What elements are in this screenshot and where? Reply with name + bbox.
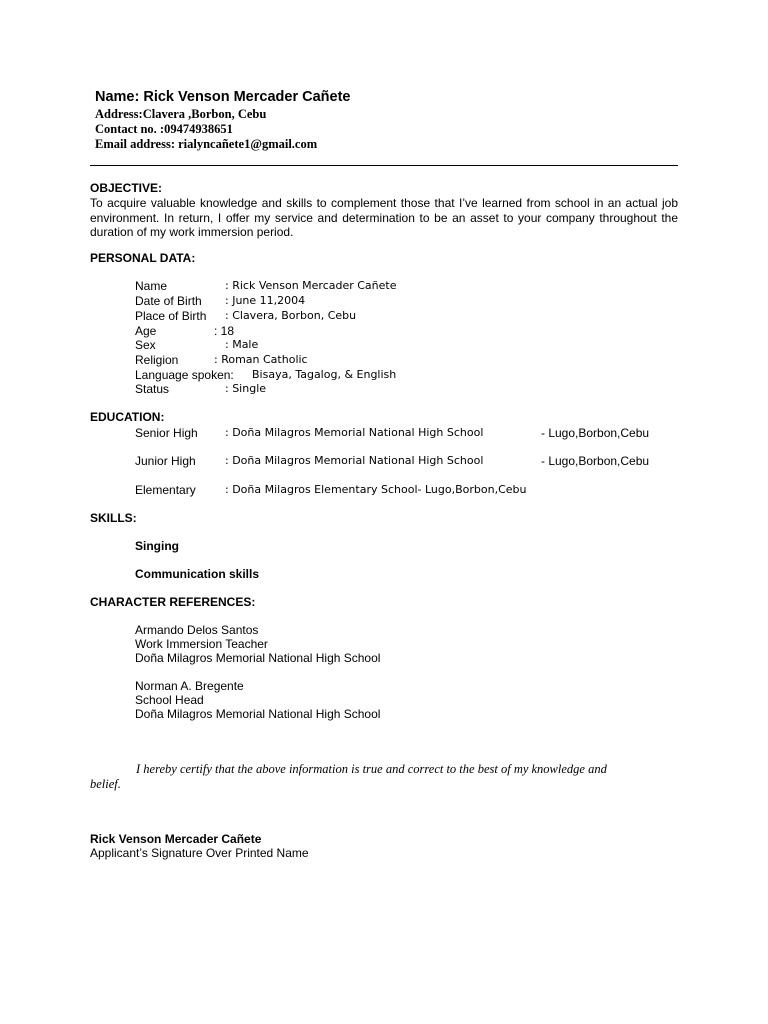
personal-value: Bisaya, Tagalog, & English	[252, 368, 397, 381]
personal-row-religion	[135, 353, 308, 367]
education-school: : Doña Milagros Elementary School- Lugo,Borbon,Cebu	[225, 483, 527, 496]
personal-row-sex	[135, 338, 259, 352]
education-school: : Doña Milagros Memorial National High School	[225, 454, 484, 467]
reference-role: Work Immersion Teacher	[135, 637, 268, 651]
education-place: - Lugo,Borbon,Cebu	[541, 454, 650, 468]
email-line: Email address: rialyncañete1@gmail.com	[95, 137, 318, 151]
personal-label: Language spoken:	[135, 368, 234, 382]
personal-value: : 18	[214, 324, 235, 338]
applicant-name-heading: Name: Rick Venson Mercader Cañete	[95, 89, 351, 105]
personal-label: Date of Birth	[135, 294, 202, 308]
objective-heading: OBJECTIVE:	[90, 181, 163, 195]
personal-value: : Male	[225, 338, 259, 351]
personal-value: : Single	[225, 382, 267, 395]
education-place: - Lugo,Borbon,Cebu	[541, 426, 650, 440]
skills-heading: SKILLS:	[90, 511, 137, 525]
education-level: Senior High	[135, 426, 198, 440]
personal-row-dob	[135, 294, 306, 308]
personal-label: Sex	[135, 338, 156, 352]
education-level: Elementary	[135, 483, 196, 497]
reference-name: Norman A. Bregente	[135, 679, 244, 693]
personal-row-status	[135, 382, 267, 396]
personal-label: Status	[135, 382, 170, 396]
education-heading: EDUCATION:	[90, 410, 165, 424]
personal-value: : Rick Venson Mercader Cañete	[225, 279, 397, 292]
personal-label: Religion	[135, 353, 179, 367]
reference-name: Armando Delos Santos	[135, 623, 259, 637]
personal-value: : Clavera, Borbon, Cebu	[225, 309, 357, 322]
signature-printed-name: Rick Venson Mercader Cañete	[90, 832, 262, 846]
contact-line: Contact no. :09474938651	[95, 122, 233, 136]
signature-caption: Applicant’s Signature Over Printed Name	[90, 846, 309, 860]
education-level: Junior High	[135, 454, 196, 468]
skill-item-communication: Communication skills	[135, 567, 260, 581]
header-divider	[90, 165, 678, 166]
reference-organization: Doña Milagros Memorial National High School	[135, 651, 381, 665]
personal-value: : June 11,2004	[225, 294, 306, 307]
personal-row-language	[135, 368, 397, 382]
personal-label: Name	[135, 279, 168, 293]
personal-row-age	[135, 324, 235, 338]
personal-row-birthplace	[135, 309, 357, 323]
personal-label: Place of Birth	[135, 309, 207, 323]
education-row-elementary	[135, 483, 527, 497]
address-line: Address:Clavera ,Borbon, Cebu	[95, 107, 267, 121]
reference-organization: Doña Milagros Memorial National High School	[135, 707, 381, 721]
reference-role: School Head	[135, 693, 204, 707]
personal-label: Age	[135, 324, 157, 338]
objective-text: To acquire valuable knowledge and skills to complement those that I’ve learned from school in an actual job environment. In return, I offer my service and determination to be an asset to your company throughout the duration of my work immersion period.	[90, 196, 678, 239]
skill-item-singing: Singing	[135, 539, 179, 553]
references-heading: CHARACTER REFERENCES:	[90, 595, 256, 609]
personal-row-name	[135, 279, 397, 293]
personal-value: : Roman Catholic	[214, 353, 308, 366]
personal-data-heading: PERSONAL DATA:	[90, 251, 196, 265]
certification-statement: I hereby certify that the above information is true and correct to the best of my knowledge and belief.	[90, 762, 607, 791]
education-row-senior-high	[135, 426, 650, 440]
education-row-junior-high	[135, 454, 650, 468]
education-school: : Doña Milagros Memorial National High School	[225, 426, 484, 439]
